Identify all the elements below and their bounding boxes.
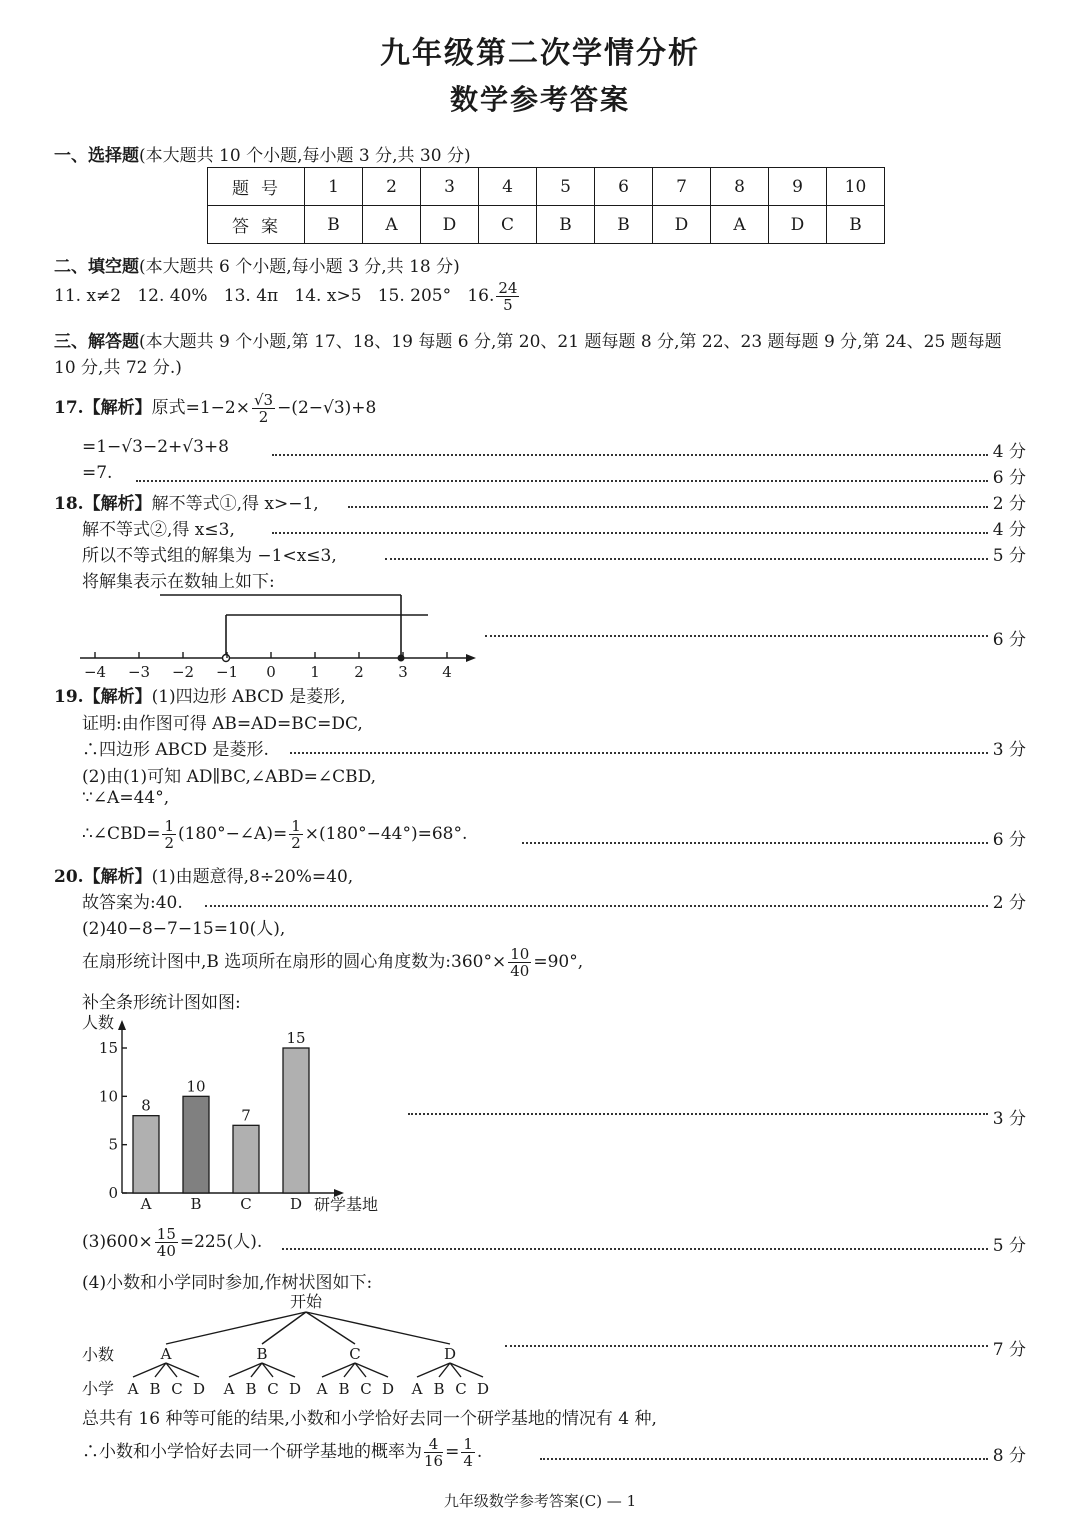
q17-line-3: =7. — [82, 463, 113, 483]
x-tick-label: D — [289, 1195, 303, 1213]
tree-leaf: B — [245, 1380, 257, 1398]
answer-13: 13. 4π — [223, 286, 279, 306]
section1-heading — [54, 141, 471, 166]
bar-D — [283, 1048, 309, 1193]
x-tick-label: B — [190, 1195, 202, 1213]
bar-value-label: 8 — [141, 1096, 151, 1115]
score-label: 4 分 — [992, 442, 1026, 462]
score-label: 5 分 — [992, 546, 1026, 566]
tree-leaf: A — [127, 1380, 139, 1398]
dotted-leader — [136, 480, 988, 482]
q20-line-3: (2)40−8−7−15=10(人), — [82, 919, 286, 939]
question-number-cell: 8 — [711, 168, 769, 206]
bar-value-label: 7 — [241, 1106, 251, 1125]
q19-line-3: ∴四边形 ABCD 是菱形. — [82, 740, 269, 760]
score-label: 6 分 — [992, 830, 1026, 850]
score-label: 3 分 — [992, 740, 1026, 760]
tree-leaf: D — [381, 1380, 395, 1398]
answer-cell: B — [305, 206, 363, 244]
table-row — [208, 168, 885, 206]
tree-node: A — [160, 1345, 172, 1363]
tree-diagram — [78, 1290, 508, 1402]
number-line — [70, 585, 490, 685]
bar-C — [233, 1125, 259, 1193]
question-number-cell: 10 — [827, 168, 885, 206]
q19-label: 19.【解析】 — [54, 687, 152, 707]
fraction-numerator: 15 — [156, 1225, 176, 1243]
row-label-number: 题号 — [208, 168, 305, 206]
q19-expr-c: ×(180°−44°)=68°. — [304, 824, 468, 844]
page-footer: 九年级数学参考答案(C) — 1 — [443, 1492, 637, 1510]
q17-label: 17.【解析】 — [54, 398, 152, 418]
q20-line-6 — [82, 1226, 262, 1259]
bar-B — [183, 1096, 209, 1193]
q19-expr-b: (180°−∠A)= — [177, 824, 288, 844]
bar-chart — [74, 1010, 414, 1220]
y-axis-label: 人数 — [82, 1013, 115, 1032]
tree-leaf: B — [338, 1380, 350, 1398]
section1-note: (本大题共 10 个小题,每小题 3 分,共 30 分) — [139, 146, 471, 166]
q20-expr-b: =90°, — [533, 952, 584, 972]
q20-line-5: 补全条形统计图如图: — [82, 993, 241, 1013]
score-label: 2 分 — [992, 494, 1026, 514]
fraction-denominator: 4 — [463, 1452, 473, 1470]
score-label: 2 分 — [992, 893, 1026, 913]
q18-line-4: 将解集表示在数轴上如下: — [82, 572, 275, 592]
answer-16-label: 16. — [467, 286, 495, 306]
fraction-numerator: √3 — [253, 391, 274, 409]
q18-text-1: 解不等式①,得 x>−1, — [151, 494, 319, 514]
section2-note: (本大题共 6 个小题,每小题 3 分,共 18 分) — [139, 257, 460, 277]
question-number-cell: 1 — [305, 168, 363, 206]
fraction-numerator: 1 — [463, 1435, 473, 1453]
axis-tick-label: 0 — [266, 663, 276, 681]
page-title: 九年级第二次学情分析 — [380, 36, 700, 71]
fraction-denominator: 2 — [258, 408, 269, 426]
tree-leaf: A — [316, 1380, 328, 1398]
dotted-leader — [385, 558, 988, 560]
axis-tick-label: −1 — [215, 663, 239, 681]
tree-leaf: B — [433, 1380, 445, 1398]
section2-title: 二、填空题 — [54, 257, 139, 277]
fraction-numerator: 24 — [498, 279, 518, 297]
y-tick-label: 0 — [108, 1184, 118, 1202]
q19-line-6 — [82, 818, 467, 851]
bar-value-label: 15 — [286, 1029, 306, 1047]
x-tick-label: A — [140, 1195, 152, 1213]
q18-line-3: 所以不等式组的解集为 −1<x≤3, — [82, 546, 337, 566]
q20-expr-a: 在扇形统计图中,B 选项所在扇形的圆心角度数为:360°× — [82, 952, 507, 972]
tree-node: B — [256, 1345, 268, 1363]
q19-fraction-1 — [162, 818, 176, 851]
period: . — [476, 1442, 483, 1462]
section3-note-1: (本大题共 9 个小题,第 17、18、19 每题 6 分,第 20、21 题每题 8 分,第 22、23 题每题 9 分,第 24、25 题每题 — [139, 332, 1002, 352]
q20-text-1: (1)由题意得,8÷20%=40, — [151, 867, 354, 887]
dotted-leader — [485, 635, 988, 637]
tree-node: D — [443, 1345, 457, 1363]
q17-fraction — [252, 392, 275, 425]
bar-value-label: 10 — [186, 1077, 206, 1096]
y-tick-label: 15 — [98, 1039, 118, 1057]
answer-table — [207, 167, 885, 244]
q20-line-4 — [82, 946, 583, 979]
tree-leaf: D — [288, 1380, 302, 1398]
axis-tick-label: 4 — [442, 663, 452, 681]
axis-tick-label: 3 — [398, 663, 408, 681]
y-axis-arrow — [118, 1020, 126, 1030]
axis-tick-label: −2 — [171, 663, 195, 681]
equals-sign: = — [445, 1442, 460, 1462]
q19-line-4: (2)由(1)可知 AD∥BC,∠ABD=∠CBD, — [82, 767, 376, 787]
answer-cell: C — [479, 206, 537, 244]
fraction-denominator: 5 — [503, 296, 513, 314]
dotted-leader — [205, 905, 988, 907]
fraction-denominator: 40 — [510, 962, 530, 980]
axis-tick-label: 2 — [354, 663, 364, 681]
question-number-cell: 7 — [653, 168, 711, 206]
q19-line-1 — [54, 682, 346, 707]
question-number-cell: 9 — [769, 168, 827, 206]
q17-expr-a: 原式=1−2× — [151, 398, 250, 418]
q18-label: 18.【解析】 — [54, 494, 152, 514]
score-label: 6 分 — [992, 468, 1026, 488]
q17-line-2: =1−√3−2+√3+8 — [82, 437, 229, 457]
score-label: 8 分 — [992, 1446, 1026, 1466]
question-number-cell: 4 — [479, 168, 537, 206]
fraction-numerator: 10 — [510, 945, 530, 963]
fraction-numerator: 1 — [291, 817, 301, 835]
q20-line-8: 总共有 16 种等可能的结果,小数和小学恰好去同一个研学基地的情况有 4 种, — [82, 1409, 657, 1429]
tree-leaf: D — [192, 1380, 206, 1398]
answer-cell: B — [827, 206, 885, 244]
axis-tick-label: −4 — [83, 663, 107, 681]
fraction-denominator: 2 — [291, 834, 301, 852]
q20-expr-d: =225(人). — [179, 1232, 263, 1252]
question-number-cell: 5 — [537, 168, 595, 206]
q19-fraction-2 — [289, 818, 303, 851]
dotted-leader — [282, 1248, 988, 1250]
fill-answers — [54, 280, 521, 313]
dotted-leader — [505, 1345, 988, 1347]
fraction-denominator: 2 — [164, 834, 174, 852]
y-tick-label: 5 — [108, 1135, 118, 1154]
section3-note-2: 10 分,共 72 分.) — [54, 358, 182, 378]
x-tick-label: C — [240, 1195, 252, 1213]
dotted-leader — [522, 842, 988, 844]
q20-line-9 — [82, 1436, 482, 1469]
dotted-leader — [272, 454, 988, 456]
tree-leaf: C — [360, 1380, 372, 1398]
section1-title: 一、选择题 — [54, 146, 139, 166]
q18-line-1 — [54, 489, 319, 514]
tree-leaf: C — [171, 1380, 183, 1398]
answer-cell: A — [363, 206, 421, 244]
score-label: 6 分 — [992, 630, 1026, 650]
q19-line-2: 证明:由作图可得 AB=AD=BC=DC, — [82, 714, 363, 734]
tree-leaf: C — [455, 1380, 467, 1398]
q18-line-2: 解不等式②,得 x≤3, — [82, 520, 235, 540]
answer-16-fraction — [496, 280, 519, 313]
q20-fraction-1 — [508, 946, 531, 979]
question-number-cell: 6 — [595, 168, 653, 206]
q19-line-5: ∵∠A=44°, — [82, 788, 170, 808]
answer-cell: D — [421, 206, 479, 244]
score-label: 4 分 — [992, 520, 1026, 540]
q17-line-1 — [54, 392, 376, 425]
tree-leaf: D — [476, 1380, 490, 1398]
dotted-leader — [348, 506, 988, 508]
fraction-numerator: 1 — [164, 817, 174, 835]
score-label: 5 分 — [992, 1236, 1026, 1256]
q20-line-2: 故答案为:40. — [82, 893, 183, 913]
axis-tick-label: 1 — [310, 663, 320, 681]
table-row — [208, 206, 885, 244]
tree-row-label: 小学 — [82, 1379, 115, 1398]
score-label: 3 分 — [992, 1109, 1026, 1129]
fraction-denominator: 40 — [156, 1242, 176, 1260]
q20-expr-c: (3)600× — [82, 1232, 153, 1252]
dotted-leader — [290, 752, 988, 754]
answer-cell: B — [595, 206, 653, 244]
y-tick-label: 10 — [98, 1087, 118, 1106]
q17-expr-b: −(2−√3)+8 — [277, 398, 377, 418]
q20-line-1 — [54, 862, 353, 887]
answer-14: 14. x>5 — [294, 286, 362, 306]
q20-fraction-2 — [155, 1226, 178, 1259]
answer-11: 11. x≠2 — [54, 286, 122, 306]
answer-cell: A — [711, 206, 769, 244]
q19-expr-a: ∴∠CBD= — [82, 824, 161, 844]
tree-root-label: 开始 — [289, 1292, 323, 1311]
x-axis-label: 研学基地 — [314, 1195, 379, 1214]
section3-title: 三、解答题 — [54, 332, 139, 352]
row-label-answer: 答案 — [208, 206, 305, 244]
axis-tick-label: −3 — [127, 663, 151, 681]
tree-leaf: B — [149, 1380, 161, 1398]
section3-heading — [54, 327, 1002, 352]
bar-A — [133, 1116, 159, 1193]
fraction-numerator: 4 — [424, 1436, 443, 1453]
section2-heading — [54, 252, 460, 277]
score-label: 7 分 — [992, 1340, 1026, 1360]
q20-line-7: (4)小数和小学同时参加,作树状图如下: — [82, 1273, 373, 1293]
q20-label: 20.【解析】 — [54, 867, 152, 887]
dotted-leader — [540, 1458, 988, 1460]
tree-branch — [306, 1312, 450, 1344]
tree-leaf: C — [267, 1380, 279, 1398]
question-number-cell: 2 — [363, 168, 421, 206]
tree-row-label: 小数 — [82, 1345, 115, 1364]
page-subtitle: 数学参考答案 — [449, 83, 630, 116]
answer-12: 12. 40% — [137, 286, 208, 306]
q20-fraction-4 — [461, 1436, 475, 1469]
dotted-leader — [272, 532, 988, 534]
fraction-denominator: 16 — [424, 1452, 444, 1470]
q20-fraction-3 — [424, 1436, 443, 1469]
tree-leaf: A — [411, 1380, 423, 1398]
q19-text-1: (1)四边形 ABCD 是菱形, — [151, 687, 346, 707]
question-number-cell: 3 — [421, 168, 479, 206]
answer-15: 15. 205° — [377, 286, 452, 306]
tree-node: C — [349, 1345, 361, 1363]
answer-cell: D — [653, 206, 711, 244]
dotted-leader — [408, 1113, 988, 1115]
q20-expr-e: ∴小数和小学恰好去同一个研学基地的概率为 — [82, 1442, 422, 1462]
tree-leaf: A — [223, 1380, 235, 1398]
answer-cell: D — [769, 206, 827, 244]
answer-cell: B — [537, 206, 595, 244]
